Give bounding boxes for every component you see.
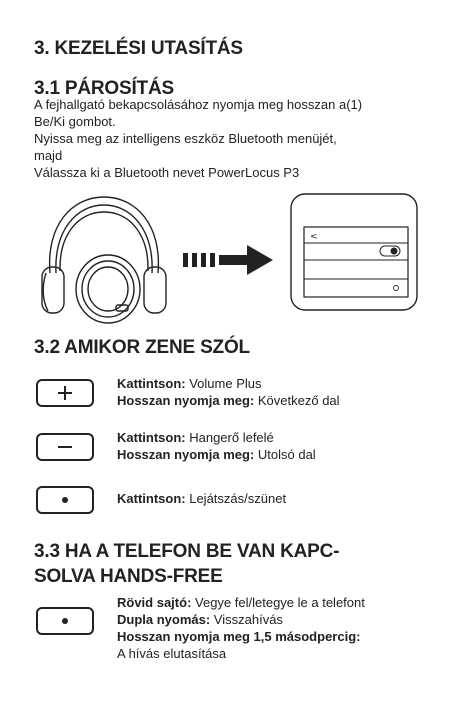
pairing-instructions <box>34 96 434 181</box>
action-text: Hangerő lefelé <box>185 430 274 445</box>
action-text: Következő dal <box>254 393 340 408</box>
action-text: Visszahívás <box>210 612 283 627</box>
phone-back-text: < <box>310 232 318 242</box>
pairing-line: Nyissa meg az intelligens eszköz Bluetooth menüjét, <box>34 131 337 146</box>
volume-down-description <box>117 429 316 463</box>
pairing-line: majd <box>34 148 63 163</box>
action-label: Rövid sajtó: <box>117 595 192 610</box>
headphones-icon <box>32 185 177 330</box>
handsfree-heading-line1: 3.3 HA A TELEFON BE VAN KAPC- <box>34 541 340 562</box>
action-label: Hosszan nyomja meg: <box>117 393 255 408</box>
page-title: 3. KEZELÉSI UTASÍTÁS <box>34 38 243 59</box>
volume-up-description <box>117 375 340 409</box>
action-text: A hívás elutasítása <box>117 646 227 661</box>
action-text: Lejátszás/szünet <box>185 491 287 506</box>
music-heading: 3.2 AMIKOR ZENE SZÓL <box>34 337 250 358</box>
action-text: Vegye fel/letegye le a telefont <box>191 595 365 610</box>
play-pause-description <box>117 490 286 507</box>
phone-screen-icon <box>290 193 418 311</box>
dot-button-icon <box>36 486 94 514</box>
action-label: Hosszan nyomja meg 1,5 másodpercig: <box>117 629 361 644</box>
action-text: Volume Plus <box>185 376 262 391</box>
pairing-heading: 3.1 PÁROSÍTÁS <box>34 78 174 99</box>
arrow-right-icon <box>183 245 273 275</box>
action-label: Hosszan nyomja meg: <box>117 447 255 462</box>
pairing-line: Válassza ki a Bluetooth nevet PowerLocus P3 <box>34 165 300 180</box>
pairing-line: Be/Ki gombot. <box>34 114 116 129</box>
pairing-line: A fejhallgató bekapcsolásához nyomja meg hosszan a(1) <box>34 97 363 112</box>
action-text: Utolsó dal <box>254 447 316 462</box>
action-label: Kattintson: <box>117 430 186 445</box>
plus-button-icon <box>36 379 94 407</box>
dot-button-icon <box>36 607 94 635</box>
action-label: Kattintson: <box>117 376 186 391</box>
action-label: Kattintson: <box>117 491 186 506</box>
minus-button-icon <box>36 433 94 461</box>
handsfree-description <box>117 594 365 662</box>
handsfree-heading-line2: SOLVA HANDS-FREE <box>34 566 223 587</box>
action-label: Dupla nyomás: <box>117 612 211 627</box>
